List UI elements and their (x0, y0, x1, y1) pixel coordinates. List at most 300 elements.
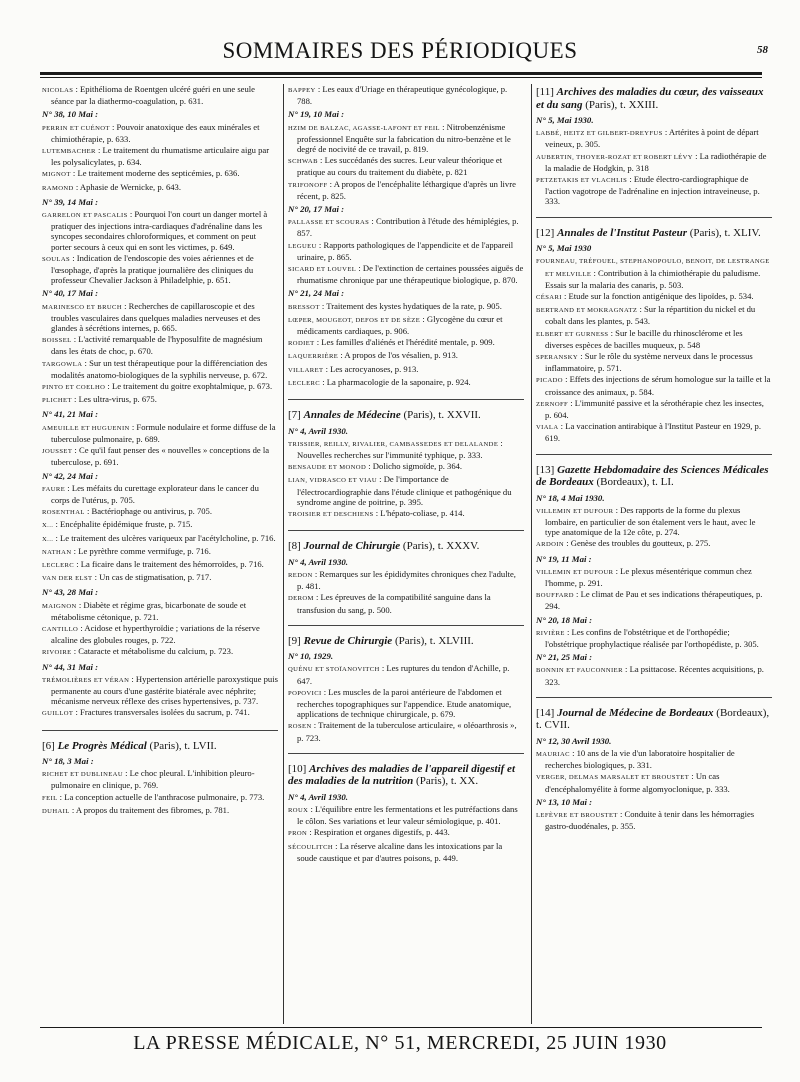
article-authors: AUBERTIN, THOYER-ROZAT ET ROBERT LÉVY (536, 153, 693, 161)
article-entry (42, 209, 278, 252)
article-title: : Un cas d'encéphalomyélite à forme algomyoclonique, p. 333. (545, 771, 730, 794)
issue-heading: N° 4, Avril 1930. (288, 556, 348, 567)
article-authors: GUILLOT (42, 710, 74, 718)
column-2 (288, 84, 524, 1024)
article-title: : Recherches de capillaroscopie et des troubles vasculaires dans quelques maladies nerveuses et des glandes à sécrétions internes, p. 665. (51, 300, 261, 334)
article-entry (42, 483, 278, 505)
article-title: : Le choc pleural. L'inhibition pleuro-pulmonaire en clinique, p. 769. (51, 768, 255, 791)
article-entry (536, 566, 772, 588)
issue-heading: N° 13, 10 Mai : (536, 796, 593, 807)
journal-number: [13] (536, 463, 558, 476)
journal-heading (288, 540, 524, 553)
article-entry (42, 674, 278, 707)
section-divider (536, 217, 772, 218)
article-title: : Sur le rôle du système nerveux dans le processus inflammatoire, p. 571. (545, 350, 753, 374)
article-authors: LŒPER, MOUGEOT, DEFOS ET DE SÈZE (288, 316, 421, 324)
article-entry (288, 350, 524, 362)
article-title: : Respiration et organes digestifs, p. 443. (307, 827, 450, 838)
column-divider (283, 84, 284, 1024)
journal-heading (288, 635, 524, 648)
article-entry (288, 337, 524, 349)
article-authors: CÉSARI (536, 293, 562, 301)
article-authors: TRISSIER, REILLY, RIVALIER, CAMBASSEDES ET DELALANDE (288, 440, 499, 448)
article-authors: ZERNOFF (536, 400, 569, 408)
journal-heading (536, 707, 772, 732)
article-entry (42, 394, 278, 406)
article-authors: SPERANSKY (536, 353, 579, 361)
article-title: : Nitrobenzénisme professionnel Enquête sur la fabrication du nitro-benzène et le degré de nocivité de ce travail, p. 819. (297, 121, 511, 155)
article-authors: QUÉNU ET STOÏANOVITCH (288, 666, 380, 674)
article-entry (42, 301, 278, 334)
article-title: : Les succédanés des sucres. Leur valeur théorique et pratique au cours du traitement du diabète, p. 821 (297, 155, 503, 178)
article-entry (536, 664, 772, 686)
issue-heading: N° 42, 24 Mai : (42, 470, 99, 481)
article-entry (42, 168, 278, 180)
article-title: : La ficaire dans le traitement des hémorroïdes, p. 716. (74, 558, 264, 569)
article-authors: NATHAN (42, 548, 72, 556)
page-number: 58 (757, 44, 768, 56)
article-authors: DUHAIL (42, 807, 70, 815)
article-title: : Ce qu'il faut penser des « nouvelles » conceptions de la tuberculose, p. 691. (51, 445, 270, 468)
journal-number: [14] (536, 706, 558, 719)
article-entry (536, 151, 772, 173)
article-title: : Fractures transversales isolées du sacrum, p. 741. (73, 707, 250, 718)
article-title: : Dolicho sigmoïde, p. 364. (366, 461, 463, 472)
article-entry (288, 827, 524, 839)
article-authors: ROSENTHAL (42, 509, 85, 517)
article-authors: ROUX (288, 807, 309, 815)
article-authors: SICARD ET LOUVEL (288, 266, 357, 274)
journal-volume: (Bordeaux), t. CVII. (536, 706, 770, 732)
article-title: : Des rapports de la forme du plexus lombaire, en particulier de son étalement vers le haut, avec le type anatomique de la 12e côte, p. 274. (545, 504, 756, 538)
article-authors: BAPPEY (288, 87, 316, 94)
article-entry (288, 438, 524, 460)
journal-name: Gazette Hebdomadaire des Sciences Médicales de Bordeaux (536, 463, 769, 489)
article-authors: X... (42, 522, 54, 530)
article-entry (536, 538, 772, 550)
article-title: : A propos de l'os vésalien, p. 913. (338, 350, 458, 361)
article-entry (536, 398, 772, 420)
article-entry (42, 559, 278, 571)
article-entry (42, 768, 278, 790)
article-authors: PERRIN ET CUÉNOT (42, 124, 110, 132)
header-rule (40, 72, 762, 75)
article-authors: NICOLAS (42, 87, 74, 94)
article-title: : Contribution à la chimiothérapie du paludisme. Essais sur la malaria des canaris, p. 503. (545, 267, 761, 290)
article-title: : A propos du traitement des fibromes, p. 781. (69, 804, 230, 815)
article-authors: PALLASSE ET SCOURAS (288, 219, 370, 227)
article-entry (288, 461, 524, 473)
article-entry (288, 263, 524, 285)
article-title: : Le pyrèthre comme vermifuge, p. 716. (71, 545, 211, 556)
article-title: : L'hépato-coliase, p. 414. (373, 508, 465, 518)
journal-heading (536, 227, 772, 240)
article-entry (288, 663, 524, 685)
article-authors: RICHET ET DUBLINEAU (42, 771, 123, 779)
article-entry (42, 623, 278, 645)
article-authors: REDON (288, 571, 313, 579)
journal-number: [6] (42, 739, 58, 752)
journal-volume: (Bordeaux), t. LI. (593, 476, 674, 489)
article-authors: LECLERC (288, 379, 321, 387)
article-authors: X... (42, 535, 54, 543)
article-entry (288, 508, 524, 520)
article-title: : Aphasie de Wernicke, p. 643. (73, 181, 181, 192)
journal-name: Archives des maladies du cœur, des vaisseaux et du sang (536, 86, 764, 111)
article-title: : Les eaux d'Uriage en thérapeutique gynécologique, p. 788. (297, 84, 508, 107)
article-entry (42, 84, 278, 106)
article-entry (536, 255, 772, 290)
article-entry (536, 351, 772, 373)
article-authors: TRIFONOFF (288, 181, 328, 189)
section-divider (288, 753, 524, 754)
article-authors: MIGNOT (42, 171, 71, 179)
issue-heading: N° 20, 18 Mai : (536, 614, 593, 625)
article-entry (42, 145, 278, 167)
article-title: : La vaccination antirabique à l'Institut Pasteur en 1929, p. 619. (545, 421, 762, 444)
journal-name: Journal de Médecine de Bordeaux (557, 706, 714, 719)
article-authors: SOULAS (42, 255, 71, 263)
footer-masthead: LA PRESSE MÉDICALE, N° 51, MERCREDI, 25 JUIN 1930 (133, 1032, 667, 1054)
article-title: : L'immunité passive et la sérothérapie chez les insectes, p. 604. (545, 397, 764, 420)
article-title: : Traitement des kystes hydatiques de la rate, p. 905. (319, 300, 502, 311)
article-authors: LEFÈVRE ET BROUSTET (536, 812, 618, 820)
article-entry (288, 364, 524, 376)
article-entry (288, 314, 524, 336)
article-authors: LAQUERRIÈRE (288, 353, 339, 361)
article-authors: RIVIÈRE (536, 629, 565, 637)
article-title: : Un cas de stigmatisation, p. 717. (92, 572, 212, 583)
article-authors: POPOVICI (288, 689, 322, 697)
article-authors: LABBÉ, HEITZ ET GILBERT-DREYFUS (536, 130, 663, 138)
section-divider (536, 454, 772, 455)
journal-name: Revue de Chirurgie (303, 634, 393, 647)
article-entry (536, 328, 772, 350)
section-divider (288, 530, 524, 531)
article-authors: TRÉMOLIÈRES ET VÉRAN (42, 676, 130, 684)
article-authors: BRESSOT (288, 303, 320, 311)
article-entry (288, 301, 524, 313)
issue-heading: N° 44, 31 Mai : (42, 661, 99, 672)
journal-number: [9] (288, 634, 304, 647)
article-entry (536, 421, 772, 443)
article-entry (536, 809, 772, 831)
issue-heading: N° 20, 17 Mai : (288, 204, 345, 215)
article-authors: VAN DER ELST (42, 575, 93, 583)
article-title: : Hypertension artérielle paroxystique puis permanente au cours d'une gastérite biatérale avec néphrite; mécanisme nerveux réflexe des crises hypertensives, p. 737. (51, 673, 278, 707)
article-title: : La psittacose. Récentes acquisitions, p. 323. (545, 664, 764, 687)
article-title: : Encéphalite épidémique fruste, p. 715. (53, 519, 193, 530)
article-title: : Pourquoi l'on court un danger mortel à pratiquer des injections intra-cardiaques d'adrénaline dans les syncopes secondaires chloroformiques, et comment on peut porter secours à ceux qui en sont les victimes, p. 649. (51, 209, 268, 252)
article-title: : Les épreuves de la compatibilité sanguine dans la transfusion du sang, p. 500. (297, 592, 491, 615)
article-authors: RODIET (288, 340, 315, 348)
article-authors: BOUFFARD (536, 592, 574, 600)
article-entry (42, 334, 278, 356)
column-3 (536, 84, 772, 1024)
article-title: : Les muscles de la paroi antérieure de l'abdomen et recherches topographiques sur l'appendice. Etude anatomique, applications de technique chirurgicale, p. 679. (297, 686, 512, 720)
article-entry (288, 216, 524, 238)
article-entry (536, 771, 772, 793)
article-authors: AMEUILLE ET HUGUENIN (42, 424, 130, 432)
section-divider (288, 399, 524, 400)
article-title: : 10 ans de la vie d'un laboratoire hospitalier de recherches biologiques, p. 331. (545, 748, 735, 771)
article-entry (288, 841, 524, 863)
article-entry (42, 792, 278, 804)
article-authors: VILLEMIN ET DUFOUR (536, 507, 614, 515)
article-title: : La réserve alcaline dans les intoxications par la soude caustique et par d'autres poisons, p. 449. (297, 840, 503, 863)
article-entry (42, 546, 278, 558)
article-entry (42, 182, 278, 194)
article-authors: PETZETAKIS ET VLACHLIS (536, 177, 628, 185)
article-title: : Les méfaits du curettage explorateur dans le cancer du corps de l'utérus, p. 705. (51, 482, 259, 505)
article-authors: LECLERC (42, 561, 75, 569)
journal-name: Annales de l'Institut Pasteur (557, 226, 687, 239)
article-authors: MARINESCO ET BRUCH (42, 303, 122, 311)
article-authors: SCHWAB (288, 158, 318, 166)
article-title: : Les acrocyanoses, p. 913. (323, 363, 419, 374)
article-entry (42, 707, 278, 719)
section-divider (288, 625, 524, 626)
article-authors: RIVOIRE (42, 649, 72, 657)
article-title: : Les confins de l'obstétrique et de l'orthopédie; l'obstétrique prophylactique réalisée par l'orthopédiste, p. 305. (545, 626, 759, 650)
article-entry (536, 374, 772, 396)
article-authors: GARRELON ET PASCALIS (42, 212, 128, 220)
article-title: : Remarques sur les épididymites chroniques chez l'adulte, p. 481. (297, 568, 516, 592)
article-title: : Artérites à point de départ veineux, p. 305. (545, 127, 759, 150)
article-title: : L'activité remarquable de l'hyposulfite de magnésium dans les états de choc, p. 670. (51, 334, 263, 357)
article-authors: TARGOWLA (42, 360, 83, 368)
article-authors: ROSEN (288, 723, 312, 731)
journal-heading (42, 740, 278, 753)
article-title: : Etude sur la fonction antigénique des lipoïdes, p. 534. (561, 290, 754, 301)
issue-heading: N° 4, Avril 1930. (288, 791, 348, 802)
article-title: : Le climat de Pau et ses indications thérapeutiques, p. 294. (545, 589, 763, 612)
issue-heading: N° 12, 30 Avril 1930. (536, 735, 612, 746)
article-title: : L'équilibre entre les fermentations et les putréfactions dans le côlon. Ses variations et leur valeur sémiologique, p. 401. (297, 804, 518, 827)
article-title: : Genèse des troubles du goutteux, p. 275. (564, 538, 711, 549)
article-title: : Les familles d'aliénés et l'hérédité mentale, p. 909. (314, 337, 495, 348)
article-entry (288, 84, 524, 106)
article-title: : Les ruptures du tendon d'Achille, p. 647. (297, 663, 510, 686)
issue-heading: N° 40, 17 Mai : (42, 288, 99, 299)
journal-heading (536, 464, 772, 489)
article-title: : Epithélioma de Roentgen ulcéré guéri en une seule séance par la diathermo-coagulation, p. 631. (51, 84, 255, 107)
article-authors: MAIGNON (42, 602, 77, 610)
article-authors: BONNIN ET FAUCONNIER (536, 667, 623, 675)
article-authors: VILLARET (288, 366, 324, 374)
article-entry (42, 646, 278, 658)
issue-heading: N° 39, 14 Mai : (42, 196, 99, 207)
article-entry (288, 240, 524, 262)
journal-volume: (Paris), t. LVII. (146, 739, 217, 752)
article-title: : Diabète et régime gras, bicarbonate de soude et métabolisme cétonique, p. 721. (51, 599, 247, 622)
article-entry (42, 358, 278, 380)
article-authors: PRON (288, 830, 308, 838)
article-authors: BOISSEL (42, 337, 72, 345)
article-authors: LIAN, VIDRASCO ET VIAU (288, 477, 378, 485)
issue-heading: N° 21, 24 Mai : (288, 288, 345, 299)
article-title: : Acidose et hyperthyroïdie ; variations de la réserve alcaline des globules rouges, p. 722. (51, 622, 260, 646)
article-title: : La pharmacologie de la saponaire, p. 924. (320, 376, 471, 387)
article-title: : Contribution à l'étude des hémiplégies, p. 857. (297, 216, 519, 239)
article-title: : Sur le bacille du rhinosclérome et les diverses espèces de bacilles muqueux, p. 548 (545, 327, 743, 350)
article-entry (42, 445, 278, 467)
article-entry (288, 592, 524, 614)
article-authors: SÉCOULITCH (288, 843, 334, 851)
article-entry (288, 155, 524, 177)
article-title: : Le plexus mésentérique commun chez l'homme, p. 291. (545, 565, 752, 588)
article-entry (288, 122, 524, 155)
journal-number: [8] (288, 540, 304, 553)
article-entry (42, 381, 278, 393)
issue-heading: N° 4, Avril 1930. (288, 425, 348, 436)
article-title: : Le traitement du rhumatisme articulaire aigu par les polysalicylates, p. 634. (51, 145, 270, 168)
article-entry (42, 805, 278, 817)
article-authors: LEGUEU (288, 242, 317, 250)
issue-heading: N° 18, 4 Mai 1930. (536, 492, 605, 503)
article-entry (536, 627, 772, 649)
article-title: : De l'importance de l'électrocardiographie dans l'étude clinique et pathogénique du syndrome angine de poitrine, p. 395. (297, 474, 512, 507)
column-divider (531, 84, 532, 1024)
journal-heading (536, 86, 772, 111)
article-entry (536, 174, 772, 207)
article-entry (536, 127, 772, 149)
article-entry (288, 474, 524, 507)
article-entry (536, 748, 772, 770)
article-entry (288, 720, 524, 742)
article-entry (288, 569, 524, 591)
article-title: : Effets des injections de sérum homologue sur la taille et la croissance des animaux, p. 584. (545, 374, 771, 397)
article-title: : Formule nodulaire et forme diffuse de la tuberculose pulmonaire, p. 689. (51, 421, 276, 444)
article-authors: FOURNEAU, TRÉFOUEL, STEPHANOPOULO, BENOIT, DE LESTRANGE ET MELVILLE (536, 258, 770, 278)
article-authors: LUTEMBACHER (42, 148, 96, 156)
article-title: : Conduite à tenir dans les hémorragies gastro-duodénales, p. 355. (545, 809, 755, 832)
article-entry (288, 687, 524, 720)
article-entry (42, 122, 278, 144)
article-title: : Le traitement du goitre exophtalmique, p. 673. (105, 381, 273, 392)
section-divider (42, 730, 278, 731)
article-title: : Glycogène du cœur et médicaments cardiaques, p. 906. (297, 313, 503, 337)
article-entry (42, 600, 278, 622)
article-title: : La radiothérapie de la maladie de Hodgkin, p. 318 (545, 150, 767, 173)
issue-heading: N° 21, 25 Mai : (536, 652, 593, 663)
article-authors: FEIL (42, 794, 58, 802)
article-entry (42, 572, 278, 584)
header-rule-thin (40, 77, 762, 78)
article-authors: PLICHET (42, 397, 72, 405)
journal-name: Journal de Chirurgie (303, 540, 401, 553)
journal-number: [11] (536, 86, 557, 98)
column-1 (42, 84, 278, 1024)
issue-heading: N° 38, 10 Mai : (42, 109, 99, 120)
journal-name: Le Progrès Médical (57, 739, 147, 752)
journal-volume: (Paris), t. XLIV. (686, 226, 761, 239)
journal-volume: (Paris), t. XXVII. (400, 409, 481, 422)
issue-heading: N° 18, 3 Mai : (42, 756, 94, 767)
journal-number: [12] (536, 226, 558, 239)
article-entry (42, 253, 278, 286)
article-title: : Bactériophage ou antivirus, p. 705. (84, 506, 213, 517)
article-title: : Sur la répartition du nickel et du cobalt dans les plantes, p. 543. (545, 304, 756, 327)
article-authors: HZIM DE BALZAC, AGASSE-LAFONT ET FEIL (288, 124, 440, 132)
journal-volume: (Paris), t. XX. (413, 775, 479, 788)
article-title: : Le traitement des ulcères variqueux par l'acétylcholine, p. 716. (53, 532, 276, 543)
journal-number: [7] (288, 409, 304, 422)
article-authors: PICADO (536, 377, 563, 385)
article-entry (536, 589, 772, 611)
article-entry (42, 533, 278, 545)
article-entry (288, 804, 524, 826)
article-authors: BENSAUDE ET MONOD (288, 464, 367, 472)
article-authors: MAURIAC (536, 751, 570, 759)
article-title: : A propos de l'encéphalite léthargique d'après un livre récent, p. 825. (297, 178, 516, 201)
journal-name: Annales de Médecine (303, 409, 401, 422)
article-title: : Cataracte et métabolisme du calcium, p. 723. (71, 646, 234, 657)
article-authors: FAURE (42, 485, 66, 493)
article-title: : Le traitement moderne des septicémies, p. 636. (70, 168, 240, 179)
article-entry (536, 291, 772, 303)
issue-heading: N° 10, 1929. (288, 651, 334, 662)
article-entry (42, 422, 278, 444)
article-authors: RAMOND (42, 184, 74, 192)
article-title: : Nouvelles recherches sur l'immunité typhique, p. 333. (297, 437, 503, 460)
article-title: : Indication de l'endoscopie des voies aériennes et de l'œsophage, d'après la pratique journalière des cliniques du professeur Chevalier Jackson à Philadelphie, p. 651. (51, 252, 254, 286)
article-title: : Traitement de la tuberculose articulaire, « oléoarthrosis », p. 723. (297, 720, 517, 743)
journal-heading (288, 409, 524, 422)
article-title: : Sur un test thérapeutique pour la différenciation des modalités anatomo-biologiques de la syphilis nerveuse, p. 672. (51, 357, 268, 380)
article-title: : Rapports pathologiques de l'appendicite et de l'appareil urinaire, p. 865. (297, 239, 514, 262)
issue-heading: N° 43, 28 Mai : (42, 587, 99, 598)
article-title: : La conception actuelle de l'anthracose pulmonaire, p. 773. (57, 791, 265, 802)
issue-heading: N° 19, 10 Mai : (288, 109, 345, 120)
article-entry (536, 505, 772, 538)
article-entry (536, 304, 772, 326)
article-entry (288, 377, 524, 389)
article-authors: PINTO ET COELHO (42, 384, 106, 392)
issue-heading: N° 19, 11 Mai : (536, 553, 592, 564)
journal-volume: (Paris), t. XLVIII. (392, 634, 474, 647)
article-title: : De l'extinction de certaines poussées aiguës de rhumatisme chronique par une thérapeutique biologique, p. 870. (297, 263, 524, 286)
article-authors: BERTRAND ET MOKRAGNATZ (536, 307, 638, 315)
article-authors: CANTILLO (42, 625, 79, 633)
issue-heading: N° 41, 21 Mai : (42, 409, 99, 420)
page-title: SOMMAIRES DES PÉRIODIQUES (222, 38, 578, 63)
article-authors: JOUSSET (42, 448, 73, 456)
journal-number: [10] (288, 762, 310, 775)
journal-volume: (Paris), t. XXXV. (400, 540, 480, 553)
article-entry (288, 179, 524, 201)
article-authors: ARDOIN (536, 541, 565, 549)
footer-rule (40, 1027, 762, 1028)
section-divider (536, 697, 772, 698)
article-title: : Les ultra-virus, p. 675. (71, 394, 157, 405)
article-entry (42, 519, 278, 531)
issue-heading: N° 5, Mai 1930. (536, 115, 594, 125)
article-authors: VERGER, DELMAS MARSALET ET BROUSTET (536, 774, 690, 782)
article-authors: ELBERT ET GURNESS (536, 330, 609, 338)
issue-heading: N° 5, Mai 1930 (536, 243, 592, 254)
journal-volume: (Paris), t. XXIII. (582, 98, 659, 111)
journal-heading (288, 763, 524, 788)
article-entry (42, 506, 278, 518)
article-authors: DEROM (288, 595, 314, 603)
article-title: : Etude électro-cardiographique de l'action vagotrope de l'adrénaline en injection intraveineuse, p. 333. (545, 174, 760, 207)
article-authors: VIALA (536, 424, 559, 432)
journal-name: Archives des maladies de l'appareil digestif et des maladies de la nutrition (288, 762, 515, 788)
article-title: : Pouvoir anatoxique des eaux minérales et chimiothérapie, p. 633. (51, 121, 260, 144)
article-authors: TROISIER ET DESCHIENS (288, 511, 374, 518)
article-authors: VILLEMIN ET DUFOUR (536, 568, 614, 576)
